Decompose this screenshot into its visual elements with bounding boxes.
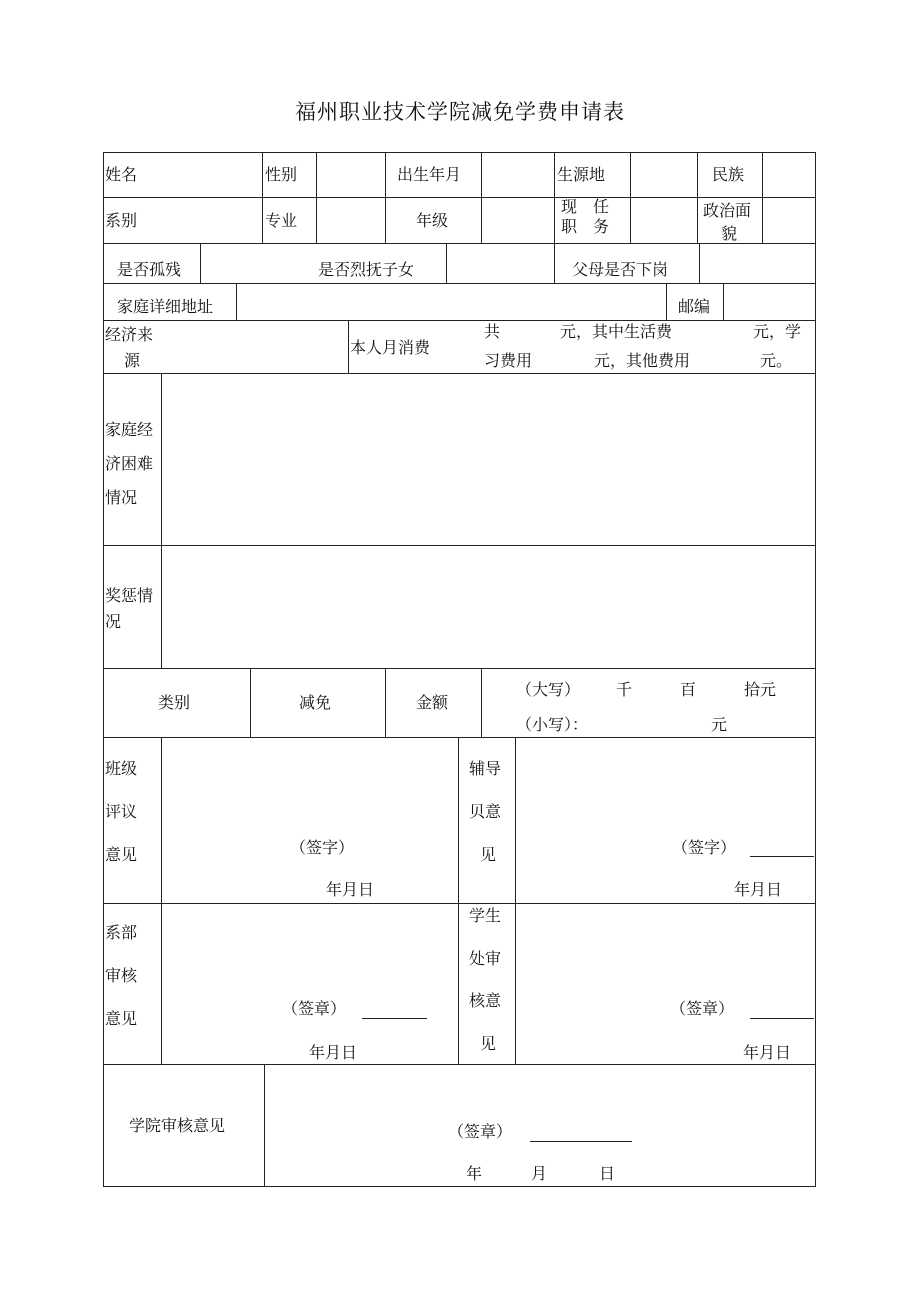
label-class-opinion-2: 评议 (105, 802, 138, 821)
student-office-seal-line (750, 1018, 814, 1019)
label-college-opinion: 学院审核意见 (129, 1116, 226, 1135)
label-gender: 性别 (265, 165, 298, 184)
label-student-office-opinion-4: 见 (480, 1034, 497, 1053)
college-date-day: 日 (599, 1164, 616, 1183)
counselor-date-label: 年月日 (734, 880, 783, 899)
row-divider (103, 737, 816, 738)
col-divider (762, 152, 763, 243)
consumption-study-a: 元，学 (753, 322, 802, 341)
col-divider (446, 243, 447, 283)
col-divider (666, 283, 667, 320)
col-divider (250, 668, 251, 737)
college-date-month: 月 (531, 1164, 548, 1183)
col-divider (723, 283, 724, 320)
consumption-end: 元。 (760, 351, 793, 370)
label-major: 专业 (265, 211, 298, 230)
label-hardship-3: 情况 (105, 488, 138, 507)
label-category: 类别 (158, 693, 191, 712)
label-grade: 年级 (416, 211, 449, 230)
label-income-source: 经济来 (105, 325, 154, 344)
row-divider (103, 668, 816, 669)
label-student-office-opinion: 学生 (469, 906, 502, 925)
col-divider (161, 737, 162, 1064)
col-divider (200, 243, 201, 283)
consumption-other: 元，其他费用 (594, 351, 691, 370)
label-origin: 生源地 (557, 165, 606, 184)
label-reduction: 减免 (299, 693, 332, 712)
counselor-sign-line (750, 856, 814, 857)
label-position-2: 职 务 (561, 217, 610, 236)
label-dept-opinion-3: 意见 (105, 1009, 138, 1028)
label-address: 家庭详细地址 (117, 297, 214, 316)
col-divider (161, 373, 162, 668)
label-dept: 系别 (105, 211, 138, 230)
label-class-opinion: 班级 (105, 759, 138, 778)
dept-seal-line (362, 1018, 427, 1019)
row-divider (103, 903, 816, 904)
label-name: 姓名 (105, 165, 138, 184)
label-counselor-opinion-3: 见 (480, 845, 497, 864)
student-office-seal-label: （签章） (670, 999, 735, 1018)
row-divider (103, 197, 816, 198)
label-yuan: 元 (711, 715, 728, 734)
label-amount: 金额 (416, 693, 449, 712)
label-dept-opinion: 系部 (105, 923, 138, 942)
college-date-year: 年 (466, 1164, 483, 1183)
col-divider (697, 152, 698, 243)
col-divider (481, 152, 482, 243)
row-divider (103, 283, 816, 284)
college-seal-line (530, 1141, 632, 1142)
label-student-office-opinion-3: 核意 (469, 991, 502, 1010)
label-shi-yuan: 拾元 (744, 680, 777, 699)
consumption-study-b: 习费用 (484, 351, 533, 370)
label-ethnic: 民族 (712, 165, 745, 184)
consumption-total: 共 (484, 322, 501, 341)
row-divider (103, 373, 816, 374)
col-divider (385, 668, 386, 737)
row-divider (103, 545, 816, 546)
label-postcode: 邮编 (678, 297, 711, 316)
col-divider (236, 283, 237, 320)
label-amount-xiaoxie: （小写）： (516, 715, 589, 734)
college-seal-label: （签章） (448, 1122, 513, 1141)
col-divider (458, 737, 459, 1064)
label-counselor-opinion-2: 贝意 (469, 802, 502, 821)
col-divider (385, 152, 386, 243)
label-hardship-2: 济困难 (105, 454, 154, 473)
counselor-sign-label: （签字） (672, 838, 737, 857)
dept-date-label: 年月日 (309, 1043, 358, 1062)
col-divider (699, 243, 700, 283)
col-divider (630, 152, 631, 243)
label-class-opinion-3: 意见 (105, 845, 138, 864)
label-position: 现 任 (561, 197, 610, 216)
label-amount-daxie: （大写） (516, 680, 581, 699)
form-title: 福州职业技术学院减免学费申请表 (295, 100, 625, 124)
col-divider (316, 152, 317, 243)
col-divider (348, 320, 349, 373)
label-bai: 百 (680, 680, 697, 699)
student-office-date-label: 年月日 (743, 1043, 792, 1062)
label-awards-2: 况 (105, 612, 122, 631)
label-dept-opinion-2: 审核 (105, 966, 138, 985)
col-divider (554, 152, 555, 243)
label-student-office-opinion-2: 处审 (469, 949, 502, 968)
label-counselor-opinion: 辅导 (469, 759, 502, 778)
label-martyr: 是否烈抚子女 (318, 260, 415, 279)
class-date-label: 年月日 (326, 880, 375, 899)
label-income-source-2: 源 (124, 351, 141, 370)
label-awards: 奖惩情 (105, 586, 154, 605)
label-qian: 千 (616, 680, 633, 699)
row-divider (103, 1064, 816, 1065)
label-monthly-consumption: 本人月消费 (350, 338, 431, 357)
label-birth: 出生年月 (397, 165, 462, 184)
col-divider (554, 243, 555, 283)
col-divider (262, 152, 263, 243)
consumption-living: 元，其中生活费 (560, 322, 673, 341)
col-divider (515, 737, 516, 1064)
label-orphan: 是否孤残 (117, 260, 182, 279)
label-political: 政治面 (703, 201, 752, 220)
row-divider (103, 243, 816, 244)
label-hardship: 家庭经 (105, 420, 154, 439)
col-divider (481, 668, 482, 737)
label-parents-laid-off: 父母是否下岗 (572, 260, 669, 279)
col-divider (264, 1064, 265, 1187)
dept-seal-label: （签章） (282, 999, 347, 1018)
row-divider (103, 320, 816, 321)
label-political-2: 貌 (721, 224, 738, 243)
class-sign-label: （签字） (290, 838, 355, 857)
